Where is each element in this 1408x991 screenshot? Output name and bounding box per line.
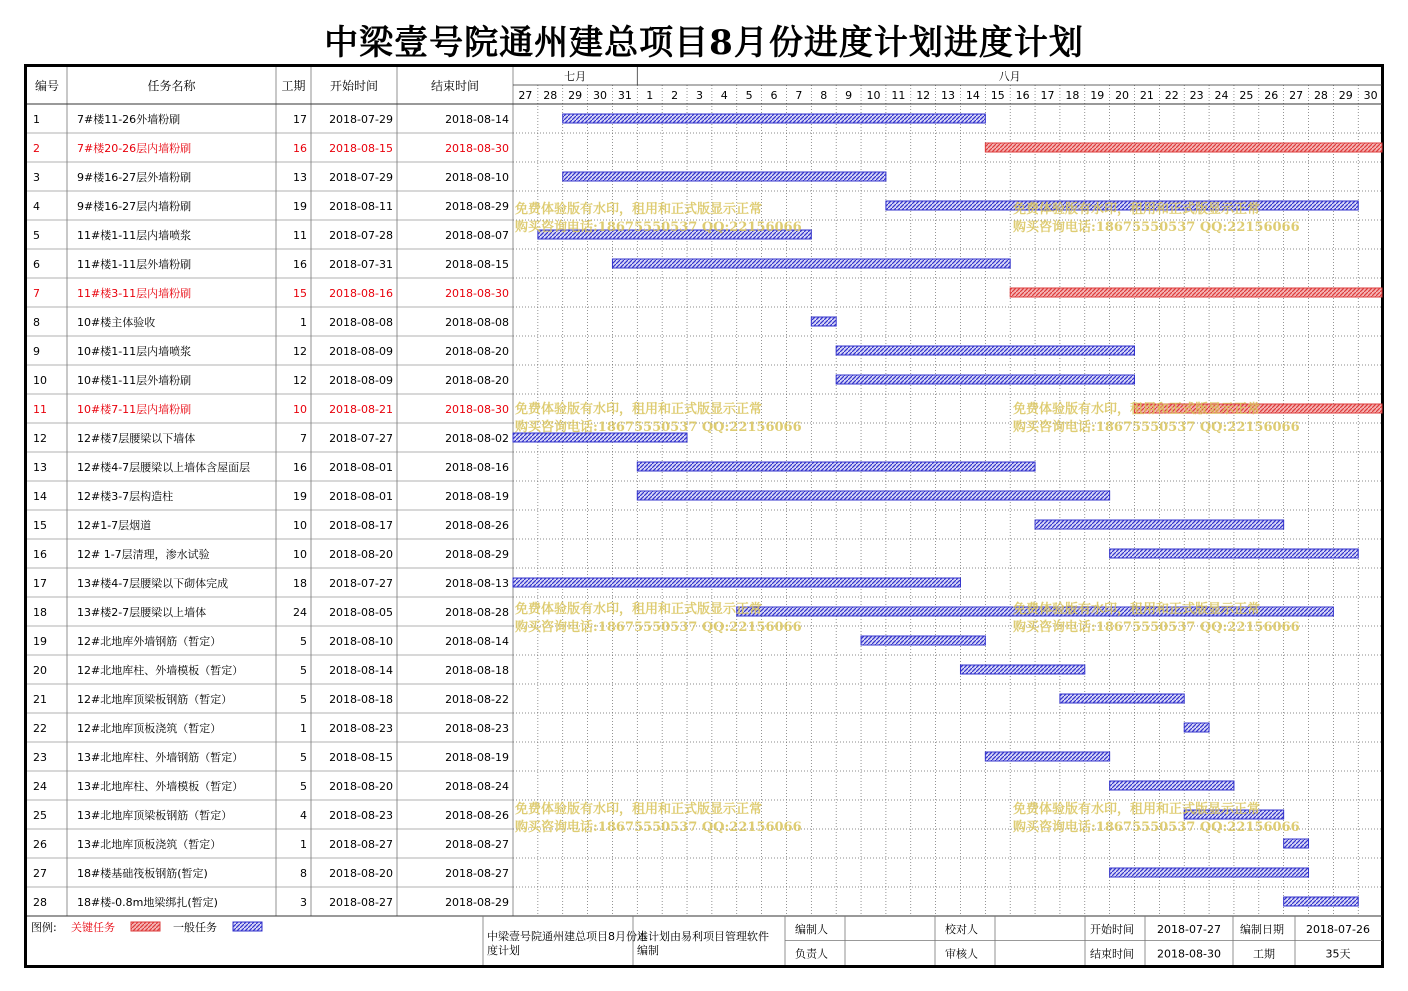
col-header-end: 结束时间 [430, 79, 480, 93]
task-end: 2018-08-26 [445, 809, 509, 822]
task-no: 16 [33, 548, 47, 561]
task-duration: 19 [293, 200, 307, 213]
watermark-text: 购买咨询电话:18675550537 QQ:22156066 [1013, 220, 1300, 235]
task-no: 14 [33, 490, 47, 503]
task-no: 5 [33, 229, 40, 242]
gantt-bar [1035, 520, 1284, 529]
task-end: 2018-08-15 [445, 258, 509, 271]
task-name: 11#楼1-11层外墙粉刷 [77, 258, 192, 271]
task-name: 7#楼20-26层内墙粉刷 [77, 142, 192, 155]
table-row [33, 663, 509, 677]
day-label: 22 [1164, 89, 1179, 102]
table-row [33, 692, 509, 706]
task-duration: 1 [300, 722, 307, 735]
task-start: 2018-08-20 [329, 780, 393, 793]
task-duration: 1 [300, 316, 307, 329]
task-start: 2018-08-11 [329, 200, 393, 213]
task-duration: 16 [293, 258, 307, 271]
watermark-text: 购买咨询电话:18675550537 QQ:22156066 [1013, 820, 1300, 835]
task-duration: 8 [300, 867, 307, 880]
task-end: 2018-08-07 [445, 229, 509, 242]
task-start: 2018-08-01 [329, 490, 393, 503]
day-label: 25 [1239, 89, 1254, 102]
task-end: 2018-08-14 [445, 113, 509, 126]
task-duration: 5 [300, 664, 307, 677]
task-start: 2018-08-01 [329, 461, 393, 474]
task-end: 2018-08-29 [445, 896, 509, 909]
task-name: 18#楼-0.8m地梁绑扎(暂定) [77, 896, 218, 909]
task-no: 27 [33, 867, 47, 880]
task-no: 6 [33, 258, 40, 271]
watermark-text: 购买咨询电话:18675550537 QQ:22156066 [1013, 620, 1300, 635]
task-duration: 10 [293, 519, 307, 532]
task-name: 12#北地库顶梁板钢筋（暂定） [77, 693, 233, 706]
day-label: 26 [1264, 89, 1279, 102]
task-end: 2018-08-10 [445, 171, 509, 184]
table-row [33, 489, 509, 503]
footer-software-note: 本计划由易利项目管理软件 [637, 930, 769, 943]
table-row [33, 547, 509, 561]
task-no: 3 [33, 171, 40, 184]
task-end: 2018-08-16 [445, 461, 509, 474]
task-no: 4 [33, 200, 40, 213]
day-label: 5 [745, 89, 753, 102]
task-start: 2018-07-27 [329, 432, 393, 445]
task-end: 2018-08-29 [445, 548, 509, 561]
period-value: 35天 [1325, 947, 1351, 961]
gantt-bar [513, 578, 960, 587]
gantt-bar [811, 317, 836, 326]
legend-critical-swatch [131, 922, 160, 931]
day-label: 28 [543, 89, 558, 102]
task-name: 12#楼7层腰梁以下墙体 [77, 432, 196, 445]
table-row [33, 605, 509, 619]
task-duration: 10 [293, 403, 307, 416]
task-name: 9#楼16-27层外墙粉刷 [77, 171, 192, 184]
task-start: 2018-07-28 [329, 229, 393, 242]
table-row [33, 460, 509, 474]
task-name: 18#楼基础筏板钢筋(暂定) [77, 867, 208, 880]
task-no: 9 [33, 345, 40, 358]
task-no: 8 [33, 316, 40, 329]
task-duration: 5 [300, 751, 307, 764]
task-start: 2018-07-29 [329, 171, 393, 184]
day-label: 7 [795, 89, 803, 102]
task-duration: 19 [293, 490, 307, 503]
gantt-bar [960, 665, 1084, 674]
month-label: 七月 [564, 70, 587, 83]
task-no: 11 [33, 403, 47, 416]
gantt-bar [861, 636, 985, 645]
day-label: 1 [646, 89, 654, 102]
day-label: 10 [866, 89, 881, 102]
table-row [33, 866, 509, 880]
responsible-label: 负责人 [795, 947, 828, 961]
watermark-text: 免费体验版有水印，租用和正式版显示正常 [1013, 802, 1261, 817]
task-duration: 1 [300, 838, 307, 851]
task-end: 2018-08-14 [445, 635, 509, 648]
table-row [33, 228, 509, 242]
watermark-text: 免费体验版有水印，租用和正式版显示正常 [1013, 602, 1261, 617]
table-row [33, 895, 509, 909]
table-row [33, 779, 509, 793]
task-name: 13#北地库顶板浇筑（暂定） [77, 838, 222, 851]
task-name: 13#楼4-7层腰梁以下砌体完成 [77, 577, 229, 590]
task-duration: 16 [293, 461, 307, 474]
task-end: 2018-08-24 [445, 780, 509, 793]
table-row [33, 402, 509, 416]
gantt-bar [1010, 288, 1382, 297]
task-start: 2018-08-27 [329, 896, 393, 909]
table-row [33, 750, 509, 764]
day-label: 23 [1189, 89, 1204, 102]
gantt-bar [1110, 781, 1234, 790]
task-name: 11#楼3-11层内墙粉刷 [77, 287, 192, 300]
task-no: 25 [33, 809, 47, 822]
date-value: 2018-07-26 [1306, 923, 1370, 936]
day-label: 12 [916, 89, 931, 102]
watermark-text: 购买咨询电话:18675550537 QQ:22156066 [1013, 420, 1300, 435]
gantt-bar [1284, 839, 1309, 848]
task-duration: 24 [293, 606, 307, 619]
table-row [33, 286, 509, 300]
gantt-bar [637, 462, 1035, 471]
gantt-bar [563, 114, 986, 123]
task-duration: 10 [293, 548, 307, 561]
day-label: 20 [1115, 89, 1130, 102]
task-no: 24 [33, 780, 47, 793]
task-no: 20 [33, 664, 47, 677]
reviewer-label: 审核人 [945, 947, 978, 961]
task-start: 2018-07-29 [329, 113, 393, 126]
task-duration: 18 [293, 577, 307, 590]
task-no: 12 [33, 432, 47, 445]
task-no: 23 [33, 751, 47, 764]
gantt-bar [836, 375, 1134, 384]
gantt-bar [637, 491, 1109, 500]
table-row [33, 837, 509, 851]
day-label: 9 [845, 89, 853, 102]
day-label: 31 [617, 89, 632, 102]
task-start: 2018-08-14 [329, 664, 393, 677]
task-end: 2018-08-30 [445, 403, 509, 416]
task-end: 2018-08-19 [445, 751, 509, 764]
task-no: 2 [33, 142, 40, 155]
task-no: 1 [33, 113, 40, 126]
day-label: 16 [1015, 89, 1030, 102]
day-label: 24 [1214, 89, 1229, 102]
day-label: 4 [720, 89, 728, 102]
col-header-name: 任务名称 [147, 79, 196, 93]
task-name: 9#楼16-27层内墙粉刷 [77, 200, 192, 213]
task-end: 2018-08-30 [445, 287, 509, 300]
day-label: 29 [1338, 89, 1353, 102]
gantt-bar [985, 752, 1109, 761]
task-duration: 17 [293, 113, 307, 126]
task-duration: 5 [300, 693, 307, 706]
task-name: 12# 1-7层清理，渗水试验 [77, 548, 210, 561]
day-label: 2 [671, 89, 679, 102]
task-name: 12#北地库顶板浇筑（暂定） [77, 722, 222, 735]
legend-normal-swatch [233, 922, 262, 931]
gantt-bar [1284, 897, 1359, 906]
task-end: 2018-08-27 [445, 867, 509, 880]
task-start: 2018-08-23 [329, 809, 393, 822]
task-duration: 4 [300, 809, 307, 822]
task-start: 2018-08-17 [329, 519, 393, 532]
task-end: 2018-08-18 [445, 664, 509, 677]
task-duration: 5 [300, 635, 307, 648]
task-start: 2018-08-15 [329, 142, 393, 155]
watermark-text: 免费体验版有水印，租用和正式版显示正常 [1013, 202, 1261, 217]
task-start: 2018-08-27 [329, 838, 393, 851]
task-no: 13 [33, 461, 47, 474]
day-label: 14 [965, 89, 980, 102]
task-name: 12#楼4-7层腰梁以上墙体含屋面层 [77, 461, 251, 474]
day-label: 15 [990, 89, 1005, 102]
task-end: 2018-08-19 [445, 490, 509, 503]
task-start: 2018-08-18 [329, 693, 393, 706]
day-label: 27 [1289, 89, 1304, 102]
task-name: 12#1-7层烟道 [77, 519, 152, 532]
task-start: 2018-08-23 [329, 722, 393, 735]
task-start: 2018-07-31 [329, 258, 393, 271]
task-name: 10#楼1-11层内墙喷浆 [77, 345, 192, 358]
watermark-text: 免费体验版有水印，租用和正式版显示正常 [515, 402, 763, 417]
task-end: 2018-08-27 [445, 838, 509, 851]
checker-label: 校对人 [945, 923, 978, 936]
task-name: 10#楼主体验收 [77, 316, 156, 329]
gantt-bar [985, 143, 1382, 152]
table-row [33, 170, 509, 184]
task-end: 2018-08-22 [445, 693, 509, 706]
task-name: 12#北地库外墙钢筋（暂定） [77, 635, 222, 648]
day-label: 30 [1363, 89, 1378, 102]
col-header-duration: 工期 [281, 79, 306, 93]
task-end: 2018-08-20 [445, 345, 509, 358]
task-duration: 15 [293, 287, 307, 300]
gantt-bar [836, 346, 1134, 355]
table-row [33, 344, 509, 358]
end-label: 结束时间 [1090, 947, 1134, 961]
day-label: 6 [770, 89, 778, 102]
day-label: 3 [695, 89, 703, 102]
end-value: 2018-08-30 [1157, 947, 1221, 961]
task-no: 22 [33, 722, 47, 735]
day-label: 29 [568, 89, 583, 102]
task-end: 2018-08-28 [445, 606, 509, 619]
table-row [33, 257, 509, 271]
table-row [33, 373, 509, 387]
watermark-text: 免费体验版有水印，租用和正式版显示正常 [515, 602, 763, 617]
table-row [33, 199, 509, 213]
task-no: 21 [33, 693, 47, 706]
task-start: 2018-08-05 [329, 606, 393, 619]
gantt-bar [1184, 723, 1209, 732]
gantt-bar [1110, 868, 1309, 877]
day-label: 21 [1139, 89, 1154, 102]
day-label: 13 [941, 89, 956, 102]
legend-label: 图例: [31, 921, 57, 934]
col-header-start: 开始时间 [329, 79, 379, 93]
page-title: 中梁壹号院通州建总项目8月份进度计划进度计划 [324, 23, 1084, 63]
task-name: 12#楼3-7层构造柱 [77, 490, 174, 503]
task-duration: 13 [293, 171, 307, 184]
compiler-label: 编制人 [795, 923, 828, 936]
task-duration: 11 [293, 229, 307, 242]
task-name: 7#楼11-26外墙粉刷 [77, 113, 181, 126]
table-row [33, 576, 509, 590]
gantt-bar [1060, 694, 1184, 703]
task-end: 2018-08-13 [445, 577, 509, 590]
task-start: 2018-08-20 [329, 867, 393, 880]
task-end: 2018-08-29 [445, 200, 509, 213]
day-label: 18 [1065, 89, 1080, 102]
task-no: 17 [33, 577, 47, 590]
table-row [33, 634, 509, 648]
task-start: 2018-08-20 [329, 548, 393, 561]
task-end: 2018-08-23 [445, 722, 509, 735]
task-start: 2018-08-09 [329, 345, 393, 358]
watermark-text: 购买咨询电话:18675550537 QQ:22156066 [515, 420, 802, 435]
task-no: 19 [33, 635, 47, 648]
task-end: 2018-08-26 [445, 519, 509, 532]
task-no: 15 [33, 519, 47, 532]
day-label: 17 [1040, 89, 1055, 102]
day-label: 11 [891, 89, 906, 102]
task-duration: 7 [300, 432, 307, 445]
task-start: 2018-08-15 [329, 751, 393, 764]
table-row [33, 315, 509, 329]
task-end: 2018-08-20 [445, 374, 509, 387]
task-end: 2018-08-30 [445, 142, 509, 155]
task-end: 2018-08-08 [445, 316, 509, 329]
task-start: 2018-08-10 [329, 635, 393, 648]
task-start: 2018-08-16 [329, 287, 393, 300]
task-name: 10#楼1-11层外墙粉刷 [77, 374, 192, 387]
task-duration: 12 [293, 345, 307, 358]
table-row [33, 141, 509, 155]
task-name: 13#北地库柱、外墙钢筋（暂定） [77, 751, 244, 764]
task-name: 12#北地库柱、外墙模板（暂定） [77, 664, 244, 677]
task-no: 18 [33, 606, 47, 619]
day-label: 30 [593, 89, 608, 102]
table-row [33, 721, 509, 735]
start-label: 开始时间 [1090, 923, 1134, 936]
footer-project-name: 中梁壹号院通州建总项目8月份进 [487, 930, 648, 943]
table-row [33, 112, 509, 126]
task-duration: 5 [300, 780, 307, 793]
start-value: 2018-07-27 [1157, 923, 1221, 936]
month-label: 八月 [998, 70, 1021, 83]
watermark-text: 购买咨询电话:18675550537 QQ:22156066 [515, 620, 802, 635]
task-name: 10#楼7-11层内墙粉刷 [77, 403, 192, 416]
task-start: 2018-08-09 [329, 374, 393, 387]
watermark-text: 免费体验版有水印，租用和正式版显示正常 [515, 202, 763, 217]
task-name: 13#楼2-7层腰梁以上墙体 [77, 606, 207, 619]
task-start: 2018-08-08 [329, 316, 393, 329]
day-label: 8 [820, 89, 828, 102]
day-label: 27 [518, 89, 533, 102]
table-row [33, 431, 509, 445]
task-duration: 12 [293, 374, 307, 387]
watermark-text: 免费体验版有水印，租用和正式版显示正常 [515, 802, 763, 817]
watermark-text: 购买咨询电话:18675550537 QQ:22156066 [515, 220, 802, 235]
task-duration: 3 [300, 896, 307, 909]
watermark-text: 免费体验版有水印，租用和正式版显示正常 [1013, 402, 1261, 417]
table-row [33, 808, 509, 822]
gantt-bar [612, 259, 1010, 268]
task-no: 26 [33, 838, 47, 851]
task-start: 2018-07-27 [329, 577, 393, 590]
task-no: 10 [33, 374, 47, 387]
period-label: 工期 [1253, 947, 1275, 961]
legend-normal-label: 一般任务 [173, 921, 217, 934]
date-label: 编制日期 [1240, 923, 1284, 936]
task-name: 11#楼1-11层内墙喷浆 [77, 229, 192, 242]
col-header-no: 编号 [34, 79, 60, 93]
gantt-bar [1110, 549, 1359, 558]
task-start: 2018-08-21 [329, 403, 393, 416]
gantt-bar [563, 172, 886, 181]
task-name: 13#北地库柱、外墙模板（暂定） [77, 780, 244, 793]
table-row [33, 518, 509, 532]
footer-project-name: 度计划 [487, 944, 520, 957]
legend-critical-label: 关键任务 [71, 921, 115, 934]
footer-software-note: 编制 [637, 944, 659, 957]
day-label: 19 [1090, 89, 1105, 102]
task-no: 7 [33, 287, 40, 300]
task-no: 28 [33, 896, 47, 909]
task-end: 2018-08-02 [445, 432, 509, 445]
day-label: 28 [1313, 89, 1328, 102]
task-name: 13#北地库顶梁板钢筋（暂定） [77, 809, 233, 822]
watermark-text: 购买咨询电话:18675550537 QQ:22156066 [515, 820, 802, 835]
task-duration: 16 [293, 142, 307, 155]
